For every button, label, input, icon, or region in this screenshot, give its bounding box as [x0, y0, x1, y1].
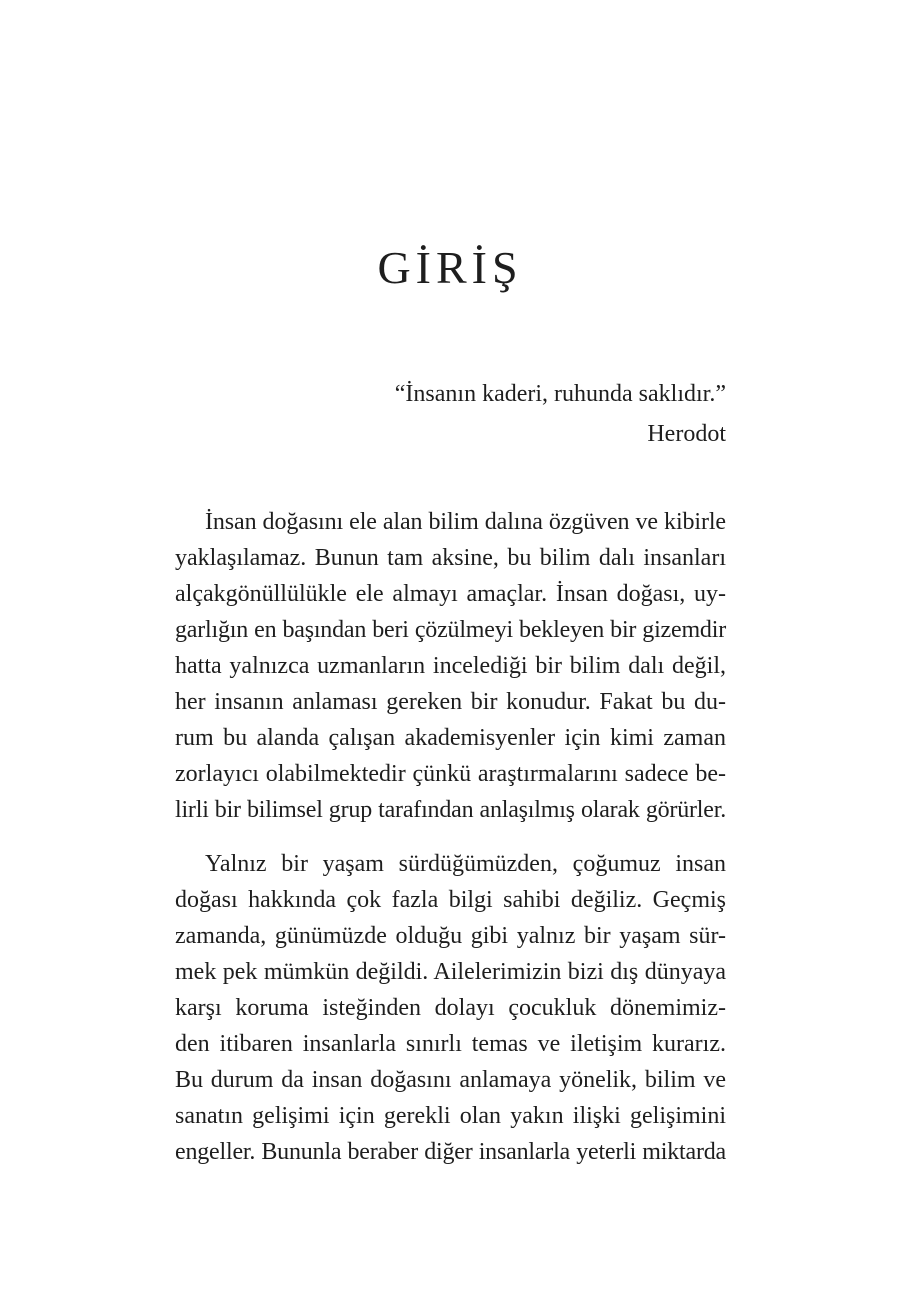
text-line: karşı koruma isteğinden dolayı çocukluk dönemimiz-: [175, 995, 726, 1021]
epigraph: [395, 374, 726, 454]
chapter-title: GİRİŞ: [377, 242, 523, 293]
body-text: [175, 504, 726, 1188]
text-line: den itibaren insanlarla sınırlı temas ve iletişim kurarız.: [175, 1031, 726, 1057]
text-line: Bu durum da insan doğasını anlamaya yönelik, bilim ve: [175, 1067, 726, 1093]
paragraph-1: [175, 504, 726, 828]
text-line: doğası hakkında çok fazla bilgi sahibi değiliz. Geçmiş: [175, 887, 726, 913]
text-line: yaklaşılamaz. Bunun tam aksine, bu bilim dalı insanları: [175, 545, 726, 571]
text-line: engeller. Bununla beraber diğer insanlarla yeterli miktarda: [175, 1139, 726, 1165]
text-line: sanatın gelişimi için gerekli olan yakın ilişki gelişimini: [175, 1103, 726, 1129]
epigraph-quote: “İnsanın kaderi, ruhunda saklıdır.”: [394, 381, 726, 407]
text-line: Yalnız bir yaşam sürdüğümüzden, çoğumuz insan: [205, 851, 726, 877]
text-line: mek pek mümkün değildi. Ailelerimizin bizi dış dünyaya: [175, 959, 726, 985]
text-line: lirli bir bilimsel grup tarafından anlaşılmış olarak görürler.: [175, 797, 726, 823]
text-line: her insanın anlaması gereken bir konudur. Fakat bu du-: [175, 689, 726, 715]
text-line: hatta yalnızca uzmanların incelediği bir bilim dalı değil,: [175, 653, 726, 679]
text-line: zamanda, günümüzde olduğu gibi yalnız bir yaşam sür-: [175, 923, 726, 949]
text-line: zorlayıcı olabilmektedir çünkü araştırmalarını sadece be-: [175, 761, 726, 787]
text-line: garlığın en başından beri çözülmeyi bekleyen bir gizemdir: [175, 617, 726, 643]
text-line: rum bu alanda çalışan akademisyenler için kimi zaman: [175, 725, 726, 751]
paragraph-2: [175, 846, 726, 1170]
text-line: alçakgönüllülükle ele almayı amaçlar. İnsan doğası, uy-: [175, 581, 726, 607]
text-line: İnsan doğasını ele alan bilim dalına özgüven ve kibirle: [205, 509, 726, 535]
epigraph-author: Herodot: [647, 421, 726, 447]
